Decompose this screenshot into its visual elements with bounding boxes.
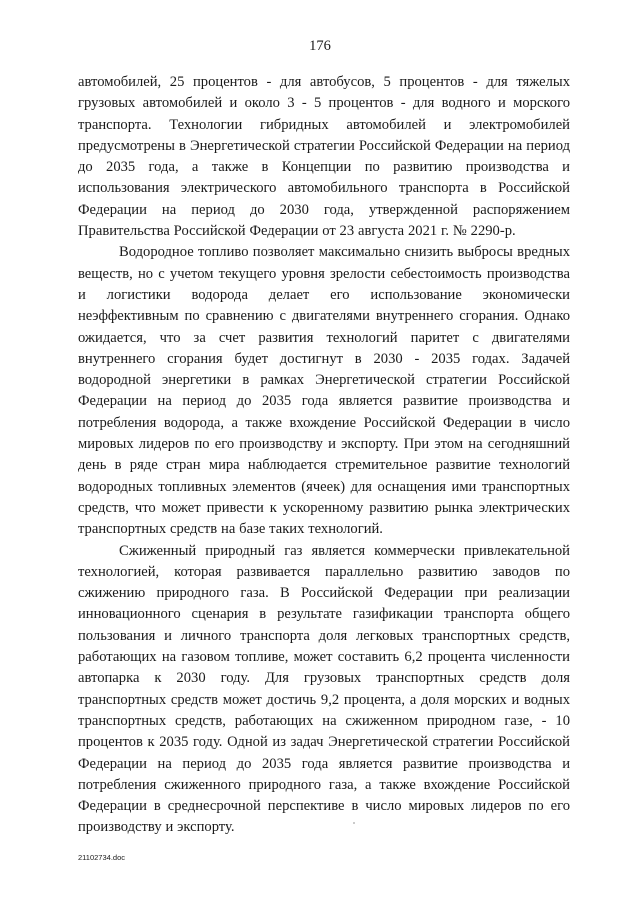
scan-speck (353, 822, 355, 824)
document-body (78, 72, 570, 839)
paragraph-liquefied-natural-gas: Сжиженный природный газ является коммерчески привлекательной технологией, которая развивается параллельно развитию заводов по сжижению природного газа. В Российской Федерации при реализации инновационного сценария в результате газификации транспорта общего пользования и личного транспорта доля легковых транспортных средств, работающих на газовом топливе, может составить 6,2 процента численности автопарка к 2030 году. Для грузовых транспортных средств доля транспортных средств может достичь 9,2 процента, а доля морских и водных транспортных средств, работающих на сжиженном природном газе, - 10 процентов к 2035 году. Одной из задач Энергетической стратегии Российской Федерации на период до 2035 года является развитие производства и потребления сжиженного природного газа, а также вхождение Российской Федерации в среднесрочной перспективе в число мировых лидеров по его производству и экспорту. (78, 542, 570, 836)
paragraph-1-continuation: автомобилей, 25 процентов - для автобусов, 5 процентов - для тяжелых грузовых автомобилей и около 3 - 5 процентов - для водного и морского транспорта. Технологии гибридных автомобилей и электромобилей предусмотрены в Энергетической стратегии Российской Федерации на период до 2035 года, а также в Концепции по развитию производства и использования электрического автомобильного транспорта в Российской Федерации на период до 2030 года, утвержденной распоряжением Правительства Российской Федерации от 23 августа 2021 г. № 2290-р. (78, 74, 570, 240)
page-number: 176 (309, 38, 331, 54)
footer-filename: 21102734.doc (78, 853, 125, 862)
paragraph-hydrogen-fuel: Водородное топливо позволяет максимально снизить выбросы вредных веществ, но с учетом текущего уровня зрелости себестоимость производства и логистики водорода делает его использование экономически неэффективным по сравнению с двигателями внутреннего сгорания. Однако ожидается, что за счет развития технологий паритет с двигателями внутреннего сгорания будет достигнут в 2030 - 2035 годах. Задачей водородной энергетики в рамках Энергетической стратегии Российской Федерации на период до 2035 года является развитие производства и потребления водорода, а также вхождение Российской Федерации в число мировых лидеров по его производству и экспорту. При этом на сегодняшний день в ряде стран мира наблюдается стремительное развитие технологий водородных топливных элементов (ячеек) для оснащения ими транспортных средств, что может привести к ускоренному развитию рынка электрических транспортных средств на базе таких технологий. (78, 244, 570, 538)
